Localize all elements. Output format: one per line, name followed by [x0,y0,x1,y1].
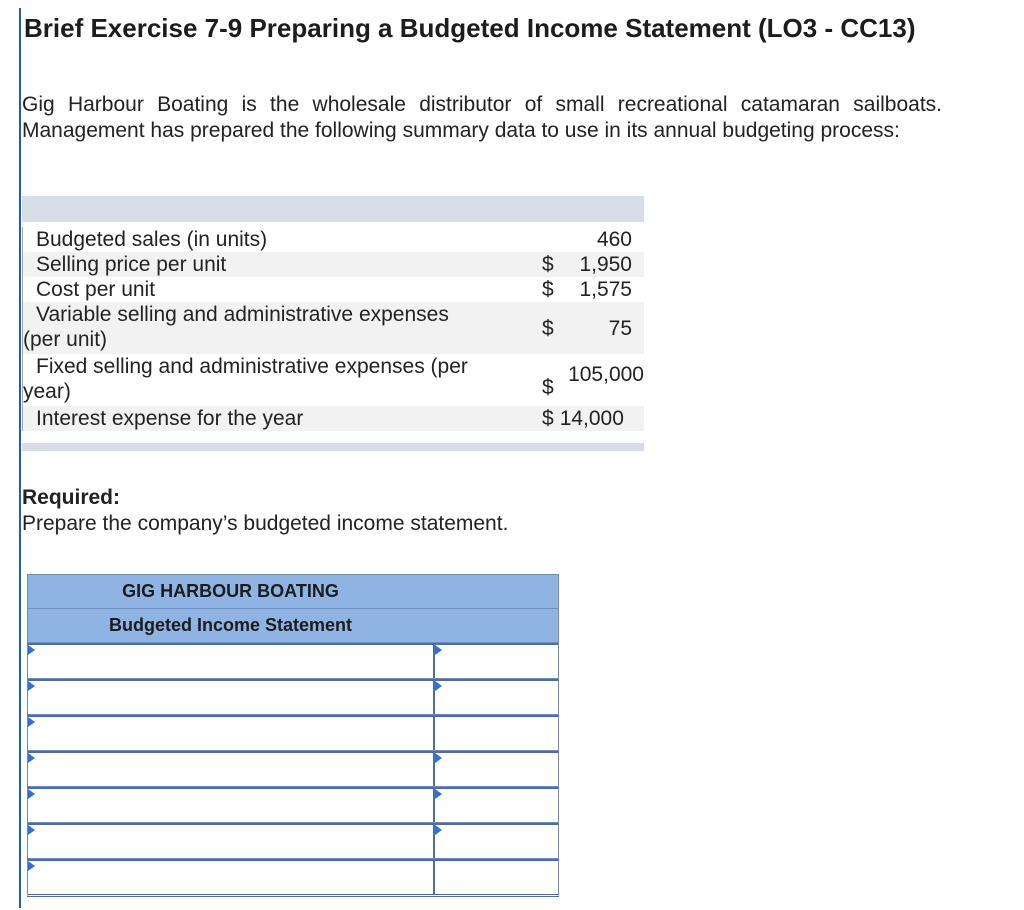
row-currency: $ [542,407,554,430]
line-item-select[interactable] [28,861,433,894]
row-label: Selling price per unit [22,252,512,277]
answer-row [27,751,559,787]
dropdown-flag-icon [435,789,442,799]
required-heading: Required: [22,486,121,509]
company-name: GIG HARBOUR BOATING [122,581,339,601]
line-item-cell[interactable] [28,861,435,894]
answer-row [27,859,559,897]
dropdown-flag-icon [28,861,35,871]
amount-cell[interactable] [435,753,558,786]
line-item-cell[interactable] [28,717,435,750]
statement-title: Budgeted Income Statement [108,615,353,635]
company-header [27,574,559,608]
statement-header [27,608,559,643]
row-label: Interest expense for the year [22,406,512,431]
line-item-cell[interactable] [28,825,435,858]
amount-cell[interactable] [435,861,558,894]
row-currency: $ [542,316,554,340]
dropdown-flag-icon [28,825,35,835]
line-item-select[interactable] [28,681,433,714]
table-row [22,227,644,252]
amount-cell[interactable] [435,789,558,822]
row-value: 460 [596,228,632,251]
row-label: Fixed selling and administrative expenses (per [36,355,468,378]
intro-paragraph: Gig Harbour Boating is the wholesale distributor of small recreational catamaran sailboats. Management has prepared the following summary data to use in its annual budgeting process: [22,93,942,142]
line-item-select[interactable] [28,717,433,750]
row-currency [512,227,542,252]
dropdown-flag-icon [28,681,35,691]
dropdown-flag-icon [28,717,35,727]
amount-input[interactable] [435,681,558,714]
amount-cell[interactable] [435,681,558,714]
row-value: 1,575 [579,278,632,301]
line-item-cell[interactable] [28,645,435,678]
summary-data-table [22,196,644,451]
dropdown-flag-icon [435,753,442,763]
row-label-continued: (per unit) [23,328,108,351]
answer-row [27,679,559,715]
table-header-band [22,196,644,222]
exercise-title: Brief Exercise 7-9 Preparing a Budgeted Income Statement (LO3 - CC13) [24,13,916,43]
table-row [22,302,644,354]
amount-input[interactable] [435,789,558,822]
amount-input[interactable] [435,825,558,858]
dropdown-flag-icon [28,789,35,799]
row-value: 1,950 [579,253,632,276]
row-label: Cost per unit [22,277,512,302]
answer-row [27,787,559,823]
amount-input[interactable] [435,753,558,786]
row-currency: $ [542,253,554,276]
budgeted-income-statement-form [27,574,559,897]
amount-cell[interactable] [435,717,558,750]
required-instructions: Prepare the company’s budgeted income statement. [22,512,509,535]
line-item-select[interactable] [28,789,433,822]
dropdown-flag-icon [435,825,442,835]
row-value: 75 [608,316,632,340]
answer-row [27,643,559,679]
amount-cell[interactable] [435,825,558,858]
line-item-select[interactable] [28,645,433,678]
left-margin-rule [19,8,21,908]
table-footer-band [22,443,644,451]
dropdown-flag-icon [28,753,35,763]
row-label-continued: year) [23,380,71,403]
row-value: 14,000 [559,407,624,430]
table-row [22,354,644,406]
row-currency: $ [542,278,554,301]
line-item-cell[interactable] [28,753,435,786]
amount-cell[interactable] [435,645,558,678]
line-item-select[interactable] [28,825,433,858]
table-row [22,252,644,277]
row-value: 105,000 [568,362,644,386]
amount-input[interactable] [435,861,558,894]
table-row [22,406,644,431]
line-item-select[interactable] [28,753,433,786]
amount-input[interactable] [435,645,558,678]
row-currency: $ [542,375,554,399]
row-label: Budgeted sales (in units) [22,227,512,252]
table-row [22,277,644,302]
line-item-cell[interactable] [28,681,435,714]
answer-row [27,823,559,859]
dropdown-flag-icon [28,645,35,655]
row-label: Variable selling and administrative expenses [36,303,449,326]
answer-row [27,715,559,751]
amount-input[interactable] [435,717,558,750]
dropdown-flag-icon [435,681,442,691]
line-item-cell[interactable] [28,789,435,822]
dropdown-flag-icon [435,645,442,655]
